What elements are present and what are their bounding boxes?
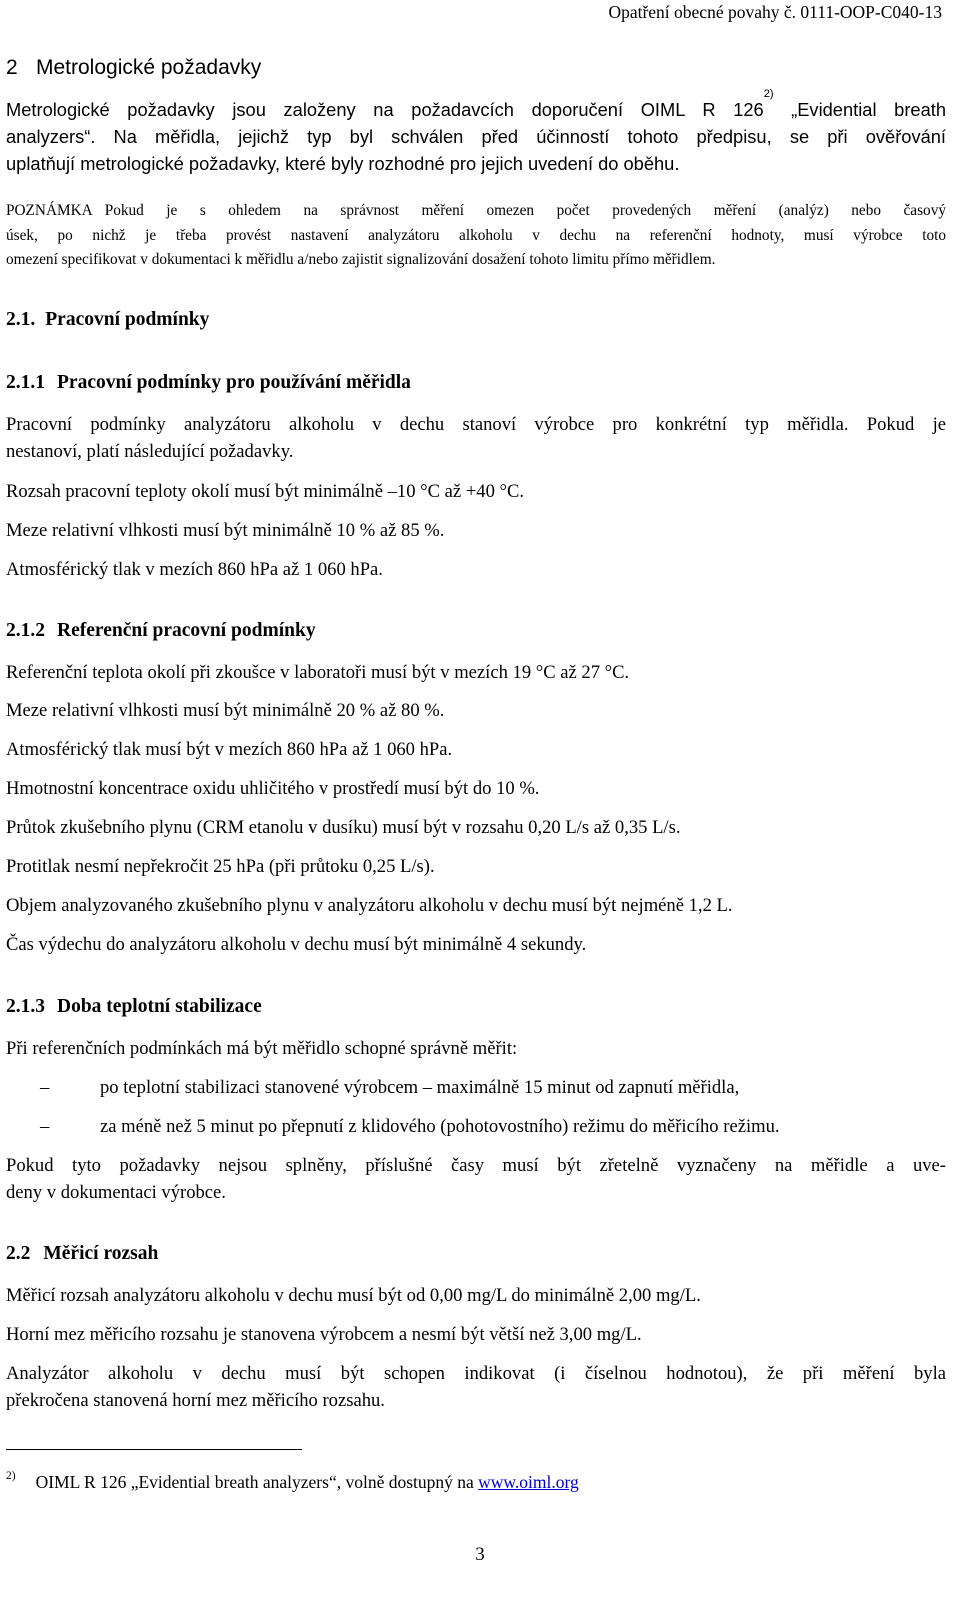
section-number: 2.1.1 (6, 372, 45, 393)
reference-condition-line: Meze relativní vlhkosti musí být minimálně 20 % až 80 %. (6, 700, 445, 721)
reference-condition-line: Referenční teplota okolí při zkoušce v laboratoři musí být v mezích 19 °C až 27 °C. (6, 662, 630, 683)
section-2-2-heading (6, 1243, 158, 1265)
section-number: 2.1.3 (6, 996, 45, 1017)
oiml-website-link[interactable]: www.oiml.org (478, 1472, 579, 1492)
paragraph-line-2: nestanoví, platí následující požadavky. (6, 441, 294, 462)
upper-limit-text: Horní mez měřicího rozsahu je stanovena výrobcem a nesmí být větší než 3,00 mg/L. (6, 1324, 642, 1345)
section-number: 2.2 (6, 1243, 31, 1264)
intro-line-1-text: Metrologické požadavky jsou založeny na požadavcích doporučení OIML R 126 (6, 99, 764, 120)
section-2-1-1-heading (6, 372, 411, 394)
section-number: 2.1. (6, 309, 36, 330)
reference-condition-line: Protitlak nesmí nepřekročit 25 hPa (při průtoku 0,25 L/s). (6, 856, 435, 877)
paragraph-line-1: Analyzátor alkoholu v dechu musí být schopen indikovat (i číselnou hodnotou), že při měření byla (6, 1363, 946, 1384)
intro-line-1-text-b: „Evidential breath (773, 99, 946, 120)
note-line-2: úsek, po nichž je třeba provést nastavení analyzátoru alkoholu v dechu na referenční hodnoty, musí výrobce toto (6, 226, 946, 244)
working-conditions-paragraph (6, 411, 946, 465)
section-number: 2.1.2 (6, 620, 45, 641)
intro-line-3: uplatňují metrologické požadavky, které byly rozhodné pro jejich uvedení do oběhu. (6, 153, 680, 174)
footnote-number: 2) (6, 1470, 16, 1482)
footnote (6, 1472, 579, 1493)
reference-condition-line: Čas výdechu do analyzátoru alkoholu v dechu musí být minimálně 4 sekundy. (6, 934, 587, 955)
reference-condition-line: Hmotnostní koncentrace oxidu uhličitého v prostředí musí být do 10 %. (6, 778, 540, 799)
paragraph-line-1: Pracovní podmínky analyzátoru alkoholu v dechu stanoví výrobce pro konkrétní typ měřidla. Pokud je (6, 414, 946, 435)
document-reference-header: Opatření obecné povahy č. 0111-OOP-C040-13 (608, 2, 942, 22)
page-number: 3 (475, 1544, 485, 1565)
section-title: Referenční pracovní podmínky (57, 620, 316, 641)
note-line-1-text: Pokud je s ohledem na správnost měření omezen počet provedených měření (analýz) nebo časový (104, 202, 946, 219)
paragraph-line-1: Pokud tyto požadavky nejsou splněny, příslušné časy musí být zřetelně vyznačeny na měřidle a uve- (6, 1155, 946, 1176)
intro-line-1 (6, 88, 946, 123)
paragraph-line-2: překročena stanovená horní mez měřicího rozsahu. (6, 1390, 385, 1411)
section-2-1-3-heading (6, 996, 262, 1018)
note-label: POZNÁMKA (6, 202, 93, 219)
reference-condition-line: Atmosférický tlak musí být v mezích 860 hPa až 1 060 hPa. (6, 739, 453, 760)
note-line-3: omezení specifikovat v dokumentaci k měřidlu a/nebo zajistit signalizování dosažení tohoto limitu přímo měřidlem. (6, 251, 716, 268)
note-line-1 (6, 199, 946, 224)
list-item-text: za méně než 5 minut po přepnutí z klidového (pohotovostního) režimu do měřicího režimu. (100, 1116, 780, 1137)
section-2-1-2-heading (6, 620, 316, 642)
measuring-range-text: Měřicí rozsah analyzátoru alkoholu v dechu musí být od 0,00 mg/L do minimálně 2,00 mg/L. (6, 1285, 701, 1306)
section-number: 2 (6, 56, 18, 79)
section-2-intro (6, 88, 946, 177)
temperature-range-text: Rozsah pracovní teploty okolí musí být minimálně –10 °C až +40 °C. (6, 481, 525, 502)
footnote-reference: 2) (763, 88, 774, 100)
section-title: Pracovní podmínky (45, 309, 210, 330)
reference-condition-line: Objem analyzovaného zkušebního plynu v analyzátoru alkoholu v dechu musí být nejméně 1,2 L. (6, 895, 733, 916)
footnote-text: OIML R 126 „Evidential breath analyzers“, volně dostupný na (35, 1472, 479, 1492)
note-block (6, 199, 946, 273)
dash-bullet-icon: – (40, 1116, 50, 1137)
list-item-text: po teplotní stabilizaci stanovené výrobcem – maximálně 15 minut od zapnutí měřidla, (100, 1077, 740, 1098)
section-title: Měřicí rozsah (43, 1243, 159, 1264)
footnote-divider (6, 1449, 302, 1450)
stabilization-outro (6, 1152, 946, 1206)
pressure-range-text: Atmosférický tlak v mezích 860 hPa až 1 060 hPa. (6, 559, 383, 580)
paragraph-line-2: deny v dokumentaci výrobce. (6, 1182, 226, 1203)
section-2-1-heading (6, 309, 209, 331)
reference-condition-line: Průtok zkušebního plynu (CRM etanolu v dusíku) musí být v rozsahu 0,20 L/s až 0,35 L/s. (6, 817, 681, 838)
section-title: Metrologické požadavky (36, 56, 262, 79)
section-title: Pracovní podmínky pro používání měřidla (57, 372, 411, 393)
intro-line-2: analyzers“. Na měřidla, jejichž typ byl schválen před účinností tohoto předpisu, se při ověřování (6, 126, 946, 147)
overrange-indication-paragraph (6, 1360, 946, 1414)
stabilization-intro: Při referenčních podmínkách má být měřidlo schopné správně měřit: (6, 1038, 518, 1059)
section-title: Doba teplotní stabilizace (57, 996, 262, 1017)
dash-bullet-icon: – (40, 1077, 50, 1098)
section-2-heading (6, 56, 261, 80)
humidity-range-text: Meze relativní vlhkosti musí být minimálně 10 % až 85 %. (6, 520, 445, 541)
